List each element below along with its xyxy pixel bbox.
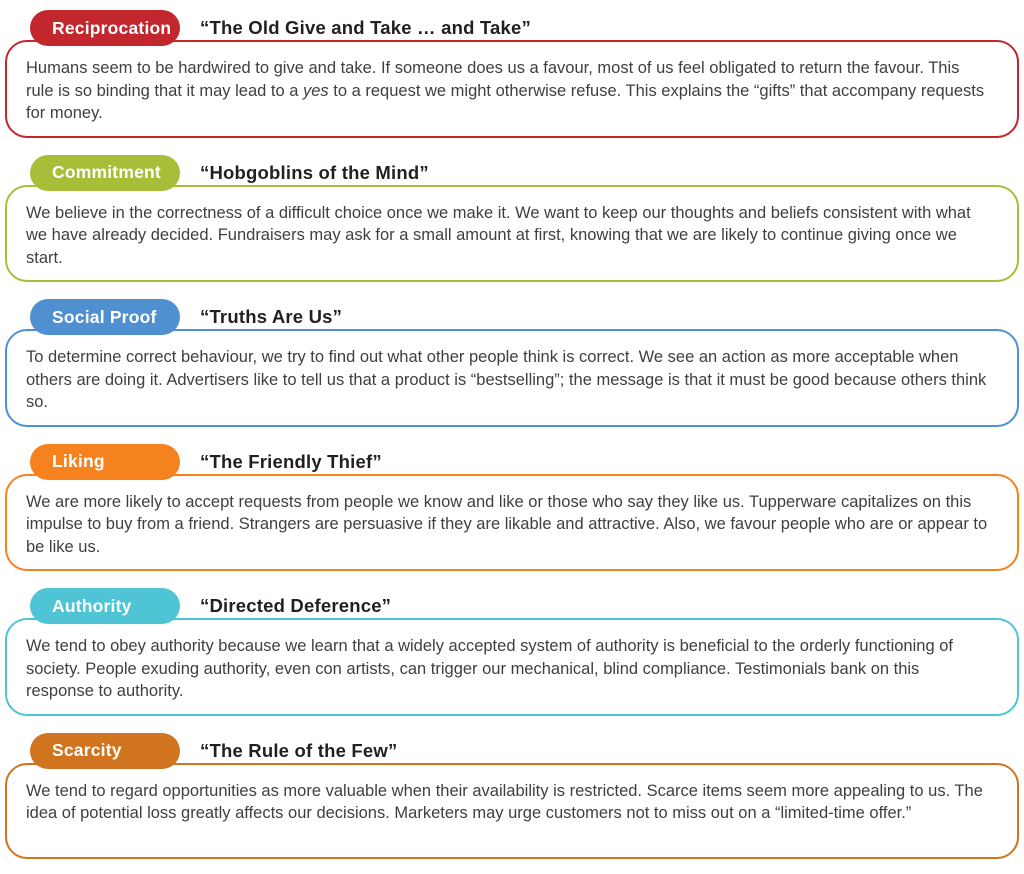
principle-box xyxy=(5,763,1019,859)
principle-section-social-proof xyxy=(5,299,1019,427)
principle-header xyxy=(5,10,1019,46)
principle-header xyxy=(5,155,1019,191)
principle-section-commitment xyxy=(5,155,1019,283)
principle-box xyxy=(5,474,1019,572)
principle-section-scarcity xyxy=(5,733,1019,859)
principle-badge: Liking xyxy=(30,444,180,480)
principle-header xyxy=(5,588,1019,624)
principle-body: Humans seem to be hardwired to give and take. If someone does us a favour, most of us feel obligated to return the favour. This rule is so binding that it may lead to a yes to a request we might otherwise refuse. This explains the “gifts” that accompany requests for money. xyxy=(26,59,985,122)
principle-body: We tend to obey authority because we learn that a widely accepted system of authority is beneficial to the orderly functioning of society. People exuding authority, even con artists, can trigger our mechanical, blind compliance. Testimonials bank on this response to authority. xyxy=(26,637,953,700)
principle-section-authority xyxy=(5,588,1019,716)
principle-badge: Scarcity xyxy=(30,733,180,769)
principle-header xyxy=(5,444,1019,480)
principle-box xyxy=(5,618,1019,716)
principle-badge: Social Proof xyxy=(30,299,180,335)
principle-title: “Directed Deference” xyxy=(200,595,392,616)
principle-section-reciprocation xyxy=(5,10,1019,138)
principle-body: We tend to regard opportunities as more valuable when their availability is restricted. Scarce items seem more appealing to us. The idea of potential loss greatly affects our decisions. Marketers may urge customers not to miss out on a “limited-time offer.” xyxy=(26,781,983,822)
principle-badge: Commitment xyxy=(30,155,180,191)
principle-badge: Reciprocation xyxy=(30,10,180,46)
principle-title: “Truths Are Us” xyxy=(200,306,343,327)
principle-title: “The Friendly Thief” xyxy=(200,450,382,472)
principle-box xyxy=(5,185,1019,283)
principle-body: To determine correct behaviour, we try to find out what other people think is correct. We see an action as more acceptable when others are doing it. Advertisers like to tell us that a product is “bestselling”; the message is that it must be good because others think so. xyxy=(26,348,987,411)
principle-badge: Authority xyxy=(30,588,180,624)
principle-section-liking xyxy=(5,444,1019,572)
principle-title: “The Rule of the Few” xyxy=(200,739,398,761)
principle-box xyxy=(5,40,1019,138)
principle-body: We are more likely to accept requests from people we know and like or those who say they like us. Tupperware capitalizes on this impulse to buy from a friend. Strangers are persuasive if they are likable and attractive. Also, we favour people who are or appear to be like us. xyxy=(26,492,988,556)
principle-box xyxy=(5,329,1019,427)
principle-header xyxy=(5,733,1019,769)
principle-title: “Hobgoblins of the Mind” xyxy=(200,161,429,183)
principle-body: We believe in the correctness of a difficult choice once we make it. We want to keep our thoughts and beliefs consistent with what we have already decided. Fundraisers may ask for a small amount at first, knowing that we are likely to continue giving once we start. xyxy=(26,203,971,267)
principle-title: “The Old Give and Take … and Take” xyxy=(200,17,531,38)
principle-header xyxy=(5,299,1019,335)
